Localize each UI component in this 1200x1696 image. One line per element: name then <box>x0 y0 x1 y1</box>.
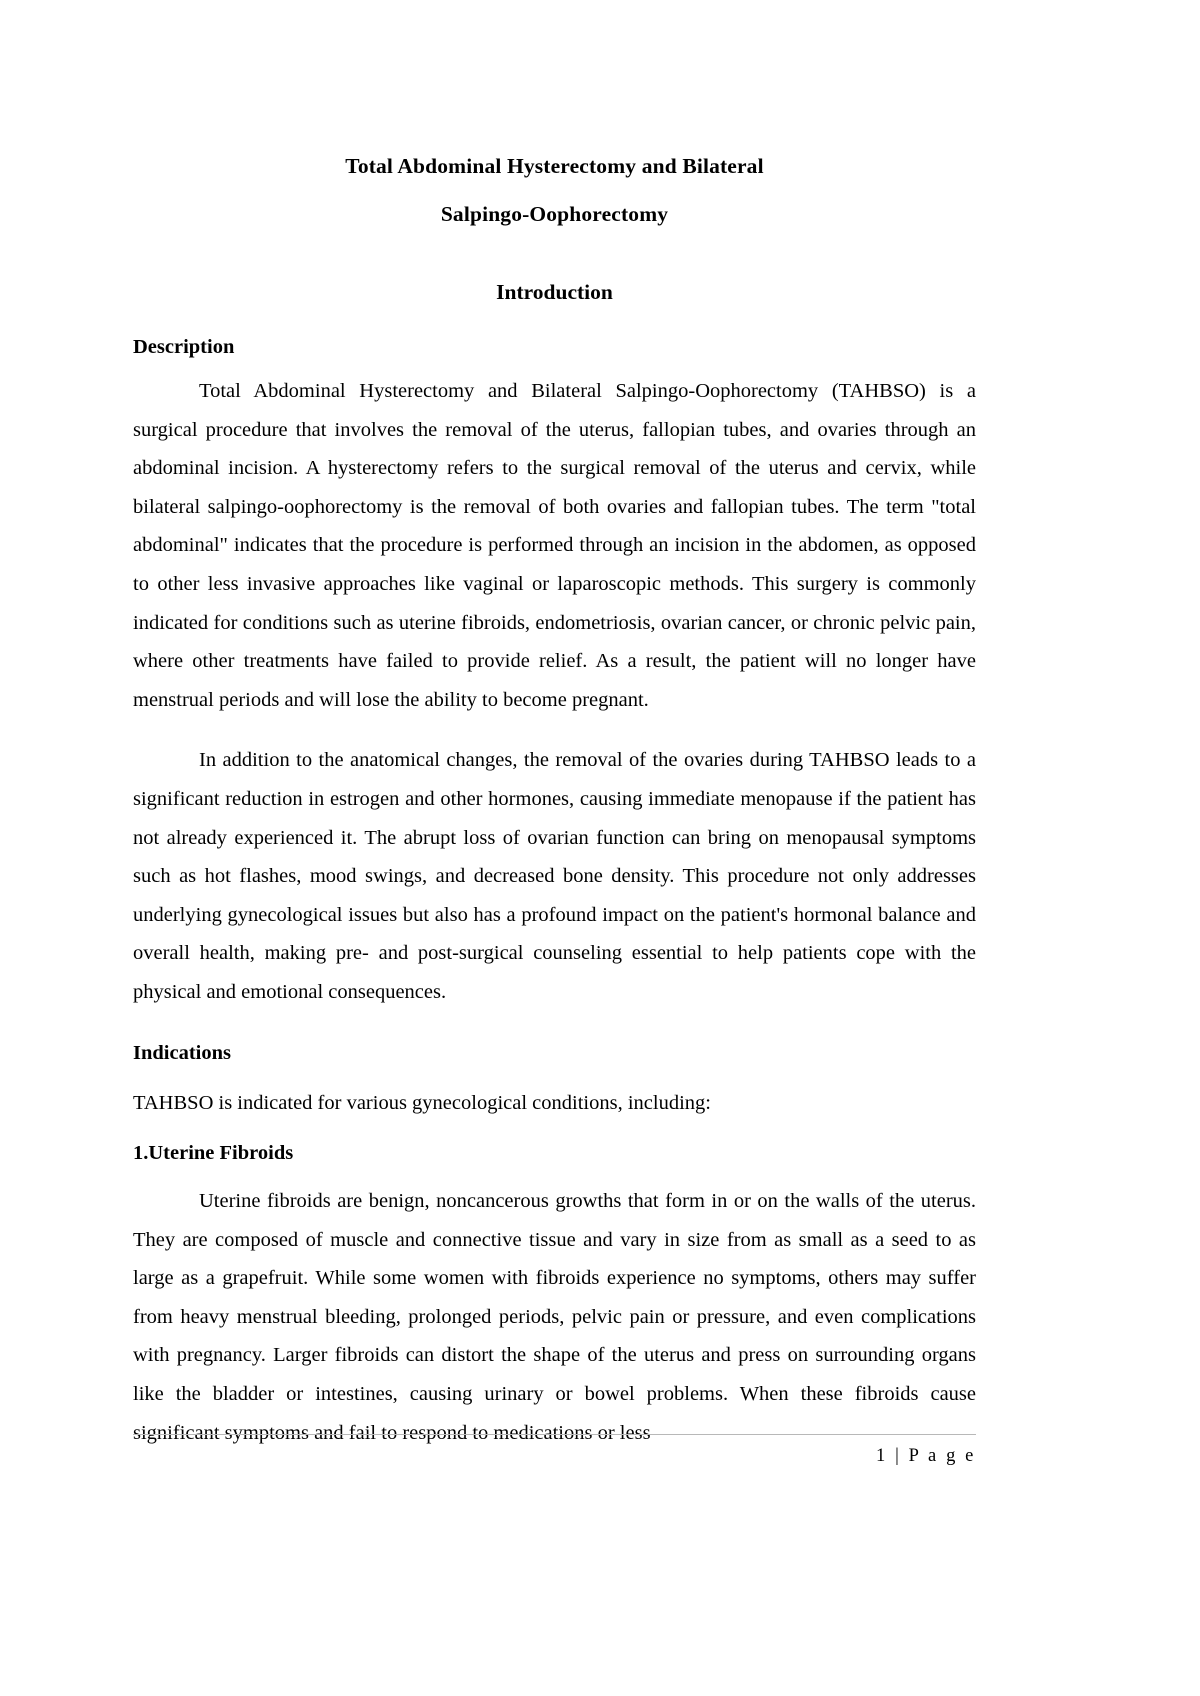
document-title-line-1: Total Abdominal Hysterectomy and Bilateral <box>345 154 764 178</box>
page-number-label: 1 | P a g e <box>876 1446 976 1466</box>
footer-divider <box>133 1434 976 1435</box>
section-spacer <box>133 1012 976 1022</box>
heading-indications: Indications <box>133 1041 231 1064</box>
page-footer <box>133 1434 976 1469</box>
paragraph-description-1: Total Abdominal Hysterectomy and Bilateral Salpingo-Oophorectomy (TAHBSO) is a surgical procedure that involves the removal of the uterus, fallopian tubes, and ovaries through an abdominal incision. A hysterectomy refers to the surgical removal of the uterus and cervix, while bilateral salpingo-oophorectomy is the removal of both ovaries and fallopian tubes. The term "total abdominal" indicates that the procedure is performed through an incision in the abdomen, as opposed to other less invasive approaches like vaginal or laparoscopic methods. This surgery is commonly indicated for conditions such as uterine fibroids, endometriosis, ovarian cancer, or chronic pelvic pain, where other treatments have failed to provide relief. As a result, the patient will no longer have menstrual periods and will lose the ability to become pregnant. <box>133 380 976 711</box>
document-title-line-2: Salpingo-Oophorectomy <box>440 202 669 226</box>
heading-uterine-fibroids: 1.Uterine Fibroids <box>133 1142 294 1165</box>
document-body <box>133 0 976 1452</box>
paragraph-spacer <box>133 719 976 735</box>
indications-intro-line: TAHBSO is indicated for various gynecological conditions, including: <box>133 1091 711 1114</box>
paragraph-uterine-fibroids: Uterine fibroids are benign, noncancerous growths that form in or on the walls of the uterus. They are composed of muscle and connective tissue and vary in size from as small as a seed to as large as a grapefruit. While some women with fibroids experience no symptoms, others may suffer from heavy menstrual bleeding, prolonged periods, pelvic pain or pressure, and even complications with pregnancy. Larger fibroids can distort the shape of the uterus and press on surrounding organs like the bladder or intestines, causing urinary or bowel problems. When these fibroids cause significant symptoms and fail to respond to medications or less <box>133 1190 976 1444</box>
heading-description: Description <box>133 336 235 358</box>
paragraph-description-2: In addition to the anatomical changes, the removal of the ovaries during TAHBSO leads to a significant reduction in estrogen and other hormones, causing immediate menopause if the patient has not already experienced it. The abrupt loss of ovarian function can bring on menopausal symptoms such as hot flashes, mood swings, and decreased bone density. This procedure not only addresses underlying gynecological issues but also has a profound impact on the patient's hormonal balance and overall health, making pre- and post-surgical counseling essential to help patients cope with the physical and emotional consequences. <box>133 749 976 1003</box>
section-heading-introduction: Introduction <box>496 280 613 304</box>
